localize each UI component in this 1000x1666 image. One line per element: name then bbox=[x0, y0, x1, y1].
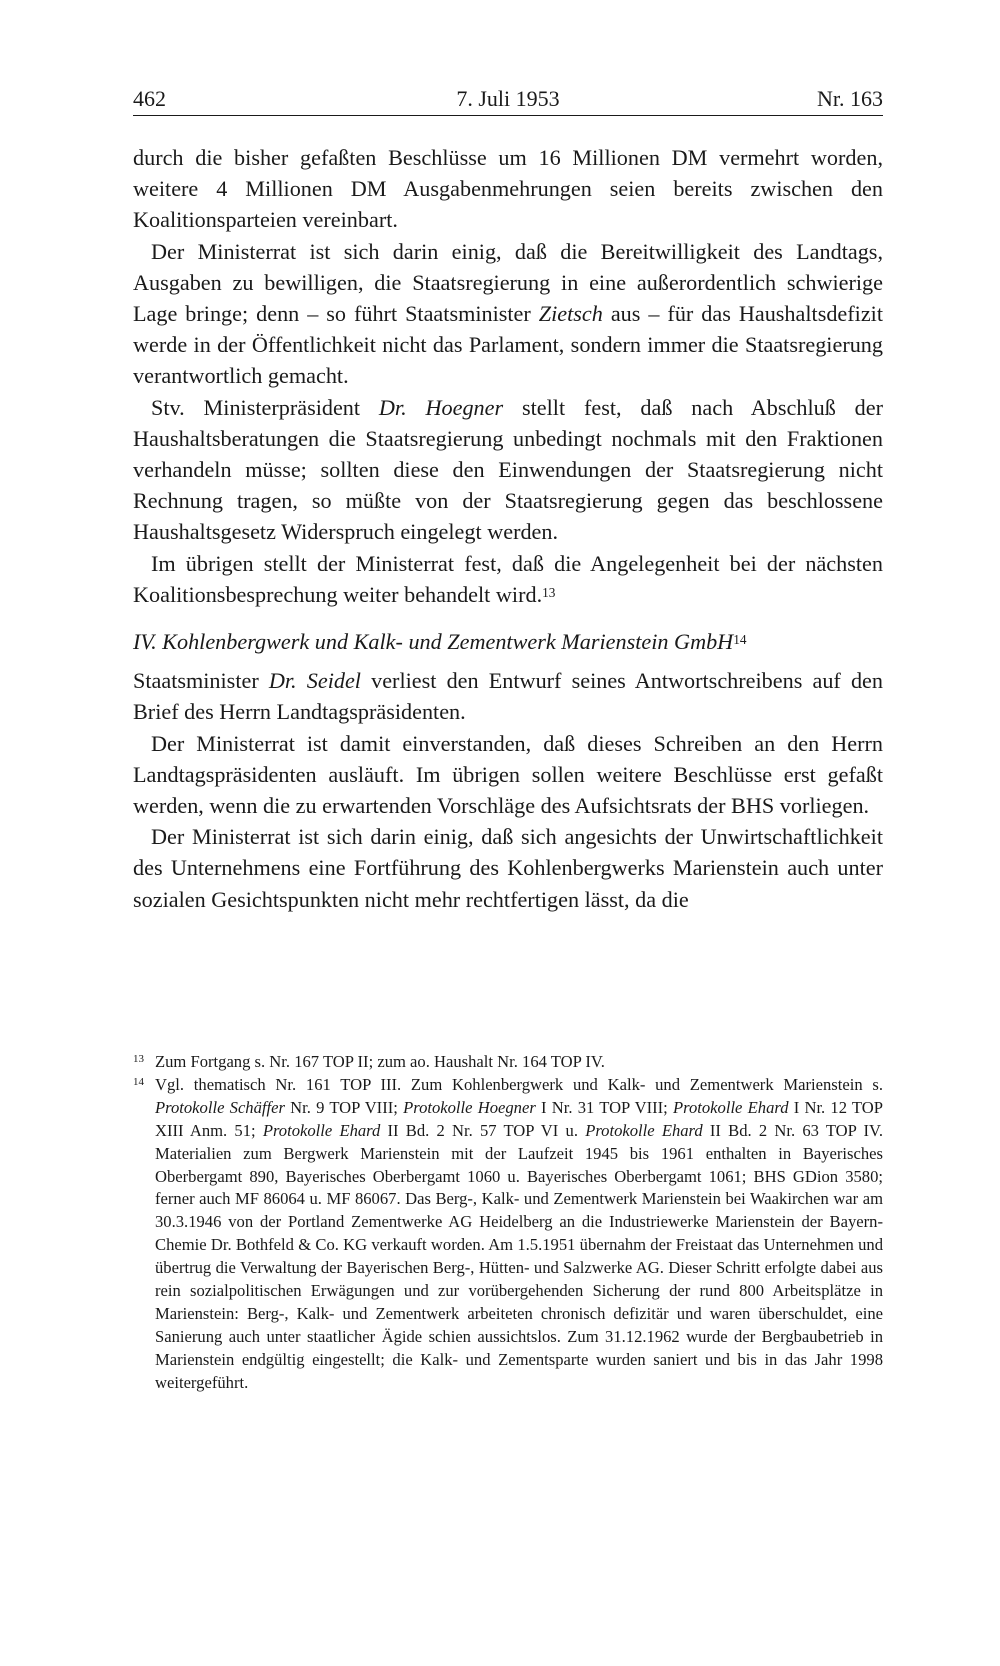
person-name-seidel: Dr. Seidel bbox=[268, 668, 361, 694]
footnote-text: II Bd. 2 Nr. 57 TOP VI u. bbox=[380, 1120, 586, 1140]
footnote-text: I Nr. 12 TOP XIII Anm. 51; bbox=[155, 1097, 883, 1140]
footnote-text: Zum Fortgang s. Nr. 167 TOP II; zum ao. Haushalt Nr. 164 TOP IV. bbox=[155, 1052, 605, 1071]
paragraph-3 bbox=[133, 392, 883, 548]
paragraph-4 bbox=[133, 548, 883, 610]
paragraph-2-text-a: Der Ministerrat ist sich darin einig, daß die Bereitwilligkeit des Landtags, Ausgaben zu bewilligen, die Staatsregierung in eine außerordentlich schwierige Lage bringe; denn – so führt Staatsminister bbox=[133, 238, 883, 327]
paragraph-5-text-a: Staatsminister bbox=[133, 668, 269, 694]
paragraph-4-text: Im übrigen stellt der Ministerrat fest, daß die Angelegenheit bei der nächsten Koalitionsbesprechung weiter behandelt wird. bbox=[133, 550, 883, 607]
paragraph-2-text-b: aus – für das Haushaltsdefizit werde in der Öffentlichkeit nicht das Parlament, sondern immer die Staatsregierung verantwortlich gemacht. bbox=[133, 301, 883, 389]
footnote-ref-13[interactable]: 13 bbox=[542, 584, 556, 600]
footnote-13 bbox=[133, 1051, 883, 1074]
footnotes bbox=[133, 1051, 883, 1395]
citation-title: Protokolle Ehard bbox=[672, 1097, 789, 1117]
footnote-text: II Bd. 2 Nr. 63 TOP IV. Materialien zum Bergwerk Marienstein mit der Laufzeit 1945 bis 1961 enthalten in Bayerisches Oberbergamt 890, Bayerisches Oberbergamt 1060 u. Bayerisches Oberbergamt 1061; BHS GDion 3580; ferner auch MF 86064 u. MF 86067. Das Berg-, Kalk- und Zementwerk Marienstein bei Waakirchen war am 30.3.1946 von der Portland Zementwerke AG Heidelberg an die Industriewerke Marienstein der Bayern-Chemie Dr. Bothfeld & Co. KG verkauft worden. Am 1.5.1951 übernahm der Freistaat das Unternehmen und übertrug die Verwaltung der Bayerischen Berg-, Hütten- und Salzwerke AG. Dieser Schritt erfolgte dabei aus rein sozialpolitischen Erwägungen und zur vorübergehenden Sicherung der rund 800 Arbeitsplätze in Marienstein: Berg-, Kalk- und Zementwerk arbeiteten chronisch defizitär und waren überschuldet, eine Sanierung auch unter staatlicher Ägide schien aussichtslos. Zum 31.12.1962 wurde der Bergbaubetrieb in Marienstein endgültig eingestellt; die Kalk- und Zementsparte wurden saniert und bis in das Jahr 1998 weitergeführt. bbox=[155, 1120, 884, 1392]
footnote-number: 14 bbox=[133, 1075, 144, 1088]
paragraph-5 bbox=[133, 665, 883, 727]
paragraph-3-text-a: Stv. Ministerpräsident bbox=[151, 394, 379, 420]
footnote-14 bbox=[133, 1074, 883, 1395]
page-number: 462 bbox=[133, 86, 166, 111]
citation-title: Protokolle Ehard bbox=[262, 1120, 381, 1140]
header-rule bbox=[133, 115, 883, 116]
paragraph-2 bbox=[133, 236, 883, 392]
person-name-hoegner: Dr. Hoegner bbox=[378, 394, 504, 420]
person-name-zietsch: Zietsch bbox=[538, 301, 603, 327]
paragraph-5-text-b: verliest den Entwurf seines Antwortschreibens auf den Brief des Herrn Landtagspräsidenten. bbox=[133, 668, 883, 725]
footnote-text: Vgl. thematisch Nr. 161 TOP III. Zum Kohlenbergwerk und Kalk- und Zementwerk Marienstein s. bbox=[155, 1074, 883, 1094]
paragraph-3-text-b: stellt fest, daß nach Abschluß der Haushaltsberatungen die Staatsregierung unbedingt nochmals mit den Fraktionen verhandeln müsse; sollten diese den Einwendungen der Staatsregierung nicht Rechnung tragen, so müßte von der Staatsregierung gegen das beschlossene Haushaltsgesetz Widerspruch eingelegt werden. bbox=[133, 394, 883, 545]
footnote-number: 13 bbox=[133, 1053, 144, 1065]
running-header bbox=[133, 84, 883, 114]
paragraph-7: Der Ministerrat ist sich darin einig, daß sich angesichts der Unwirtschaftlichkeit des Unternehmens eine Fortführung des Kohlenbergwerks Marienstein auch unter sozialen Gesichtspunkten nicht mehr rechtfertigen lässt, da die bbox=[133, 824, 883, 912]
footnote-ref-14[interactable]: 14 bbox=[733, 632, 747, 648]
section-heading bbox=[133, 626, 883, 657]
footnote-text: I Nr. 31 TOP VIII; bbox=[535, 1097, 673, 1117]
section-heading-text: IV. Kohlenbergwerk und Kalk- und Zementwerk Marienstein GmbH bbox=[133, 629, 734, 655]
paragraph-6: Der Ministerrat ist damit einverstanden, daß dieses Schreiben an den Herrn Landtagspräsidenten ausläuft. Im übrigen sollen weitere Beschlüsse erst gefaßt werden, wenn die zu erwartenden Vorschläge des Aufsichtsrats der BHS vorliegen. bbox=[133, 730, 883, 819]
footnote-text: Nr. 9 TOP VIII; bbox=[284, 1097, 404, 1117]
header-date: 7. Juli 1953 bbox=[456, 86, 560, 111]
citation-title: Protokolle Schäffer bbox=[155, 1097, 285, 1117]
citation-title: Protokolle Ehard bbox=[585, 1120, 703, 1140]
document-number: Nr. 163 bbox=[817, 86, 883, 111]
citation-title: Protokolle Hoegner bbox=[403, 1097, 536, 1117]
paragraph-1: durch die bisher gefaßten Beschlüsse um 16 Millionen DM vermehrt worden, weitere 4 Millionen DM Ausgabenmehrungen seien bereits zwischen den Koalitionsparteien vereinbart. bbox=[133, 145, 883, 233]
body-text bbox=[133, 142, 883, 915]
